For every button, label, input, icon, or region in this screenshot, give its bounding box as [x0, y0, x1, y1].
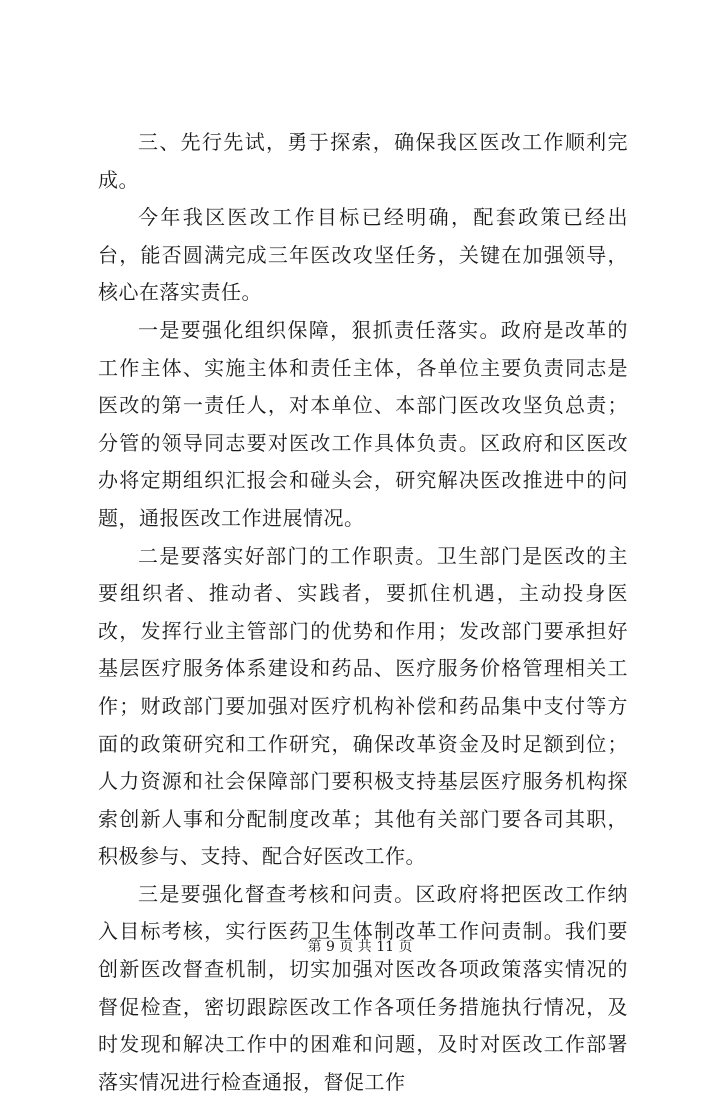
section-heading: 三、先行先试，勇于探索，确保我区医改工作顺利完成。 — [98, 130, 628, 192]
paragraph-point-two: 二是要落实好部门的工作职责。卫生部门是医改的主要组织者、推动者、实践者，要抓住机遇，主动投身医改，发挥行业主管部门的优势和作用；发改部门要承担好基层医疗服务体系建设和药品、医疗服务价格管理相关工作；财政部门要加强对医疗机构补偿和药品集中支付等方面的政策研究和工作研究，确保改革资金及时足额到位；人力资源和社会保障部门要积极支持基层医疗服务机构探索创新人事和分配制度改革；其他有关部门要各司其职，积极参与、支持、配合好医改工作。 — [98, 543, 628, 869]
paragraph-point-one: 一是要强化组织保障，狠抓责任落实。政府是改革的工作主体、实施主体和责任主体，各单位主要负责同志是医改的第一责任人，对本单位、本部门医改攻坚负总责；分管的领导同志要对医改工作具体负责。区政府和区医改办将定期组织汇报会和碰头会，研究解决医改推进中的问题，通报医改工作进展情况。 — [98, 317, 628, 530]
paragraph-point-three: 三是要强化督查考核和问责。区政府将把医改工作纳入目标考核，实行医药卫生体制改革工作问责制。我们要创新医改督查机制，切实加强对医改各项政策落实情况的督促检查，密切跟踪医改工作各项任务措施执行情况，及时发现和解决工作中的困难和问题，及时对医改工作部署落实情况进行检查通报，督促工作 — [98, 881, 628, 1094]
paragraph-intro: 今年我区医改工作目标已经明确，配套政策已经出台，能否圆满完成三年医改攻坚任务，关键在加强领导，核心在落实责任。 — [98, 205, 628, 305]
page-number-footer: 第 9 页 共 11 页 — [307, 939, 413, 955]
